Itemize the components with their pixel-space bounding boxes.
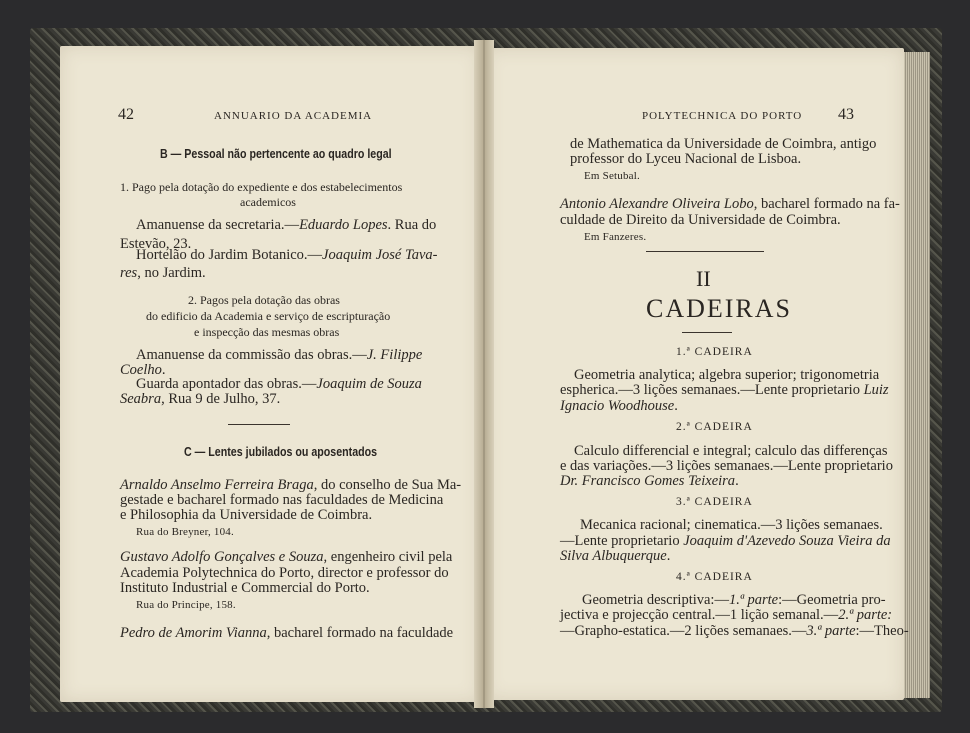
running-head-right: POLYTECHNICA DO PORTO <box>642 110 803 122</box>
p1-line3: e Philosophia da Universidade de Coimbra. <box>120 507 373 523</box>
page-edges <box>904 52 930 698</box>
p1-line2: gestade e bacharel formado nas faculdades de Medicina <box>120 492 444 508</box>
p2-line1: Gustavo Adolfo Gonçalves e Souza, engenheiro civil pela <box>120 549 453 565</box>
cadeira3-title: 3.ª CADEIRA <box>676 496 753 508</box>
section-c-heading: C — Lentes jubilados ou aposentados <box>184 444 378 459</box>
amanuense2-line2: Coelho. <box>120 362 166 378</box>
cadeira2-title: 2.ª CADEIRA <box>676 421 753 433</box>
guarda-line2: Seabra, Rua 9 de Julho, 37. <box>120 391 281 407</box>
cont-address: Em Setubal. <box>584 170 640 182</box>
book-gutter <box>474 40 494 708</box>
cadeira4-line1: Geometria descriptiva:—1.ª parte:—Geometria pro- <box>582 592 886 608</box>
cadeira1-line2: espherica.—3 lições semanaes.—Lente proprietario Luiz <box>560 382 889 398</box>
hortelao-line2: res, no Jardim. <box>120 265 206 281</box>
item1-line1: 1. Pago pela dotação do expediente e dos estabelecimentos <box>120 180 403 194</box>
chapter-numeral: II <box>696 266 711 291</box>
item2-line2: do edificio da Academia e serviço de escripturação <box>146 309 391 323</box>
p4-address: Em Fanzeres. <box>584 231 647 243</box>
cadeira3-line1: Mecanica racional; cinematica.—3 lições semanaes. <box>580 517 883 533</box>
cadeira2-line3: Dr. Francisco Gomes Teixeira. <box>560 473 739 489</box>
p2-line2: Academia Polytechnica do Porto, director e professor do <box>120 565 449 581</box>
cadeira1-title: 1.ª CADEIRA <box>676 346 753 358</box>
amanuense-line2: Estevão, 23. <box>120 236 192 252</box>
chapter-rule-top <box>646 251 764 252</box>
item1-line2: academicos <box>240 195 296 209</box>
cadeira4-line2: jectiva e projecção central.—1 lição semanal.—2.ª parte: <box>560 607 893 623</box>
running-head-left: ANNUARIO DA ACADEMIA <box>214 110 373 122</box>
cont-line2: professor do Lyceu Nacional de Lisboa. <box>570 151 802 167</box>
cont-line1: de Mathematica da Universidade de Coimbra, antigo <box>570 136 877 152</box>
item2-line1: 2. Pagos pela dotação das obras <box>188 293 340 307</box>
chapter-title: CADEIRAS <box>646 294 793 323</box>
cadeira4-line3: —Grapho-estatica.—2 lições semanaes.—3.ª parte:—Theo- <box>560 623 909 639</box>
cadeira1-line1: Geometria analytica; algebra superior; trigonometria <box>574 367 880 383</box>
amanuense-line1: Amanuense da secretaria.—Eduardo Lopes. Rua do <box>136 217 437 233</box>
p1-line1: Arnaldo Anselmo Ferreira Braga, do conselho de Sua Ma- <box>120 477 462 493</box>
page-number-left: 42 <box>118 106 134 123</box>
p2-line3: Instituto Industrial e Commercial do Porto. <box>120 580 370 596</box>
p3-line1: Pedro de Amorim Vianna, bacharel formado na faculdade <box>120 625 454 641</box>
cadeira1-line3: Ignacio Woodhouse. <box>560 398 678 414</box>
p4-line2: culdade de Direito da Universidade de Coimbra. <box>560 212 841 228</box>
p1-address: Rua do Breyner, 104. <box>136 526 234 538</box>
cadeira3-line3: Silva Albuquerque. <box>560 548 671 564</box>
chapter-rule-bottom <box>682 332 732 333</box>
hortelao-line1: Hortelão do Jardim Botanico.—Joaquim José Tava- <box>136 247 438 263</box>
p2-address: Rua do Principe, 158. <box>136 599 236 611</box>
section-divider-left <box>228 424 290 425</box>
item2-line3: e inspecção das mesmas obras <box>194 325 340 339</box>
cadeira3-line2: —Lente proprietario Joaquim d'Azevedo Souza Vieira da <box>560 533 891 549</box>
section-b-heading: B — Pessoal não pertencente ao quadro legal <box>160 146 392 161</box>
page-number-right: 43 <box>838 106 854 123</box>
cadeira4-title: 4.ª CADEIRA <box>676 571 753 583</box>
amanuense2-line1: Amanuense da commissão das obras.—J. Filippe <box>136 347 423 363</box>
cadeira2-line2: e das variações.—3 lições semanaes.—Lente proprietario <box>560 458 893 474</box>
cadeira2-line1: Calculo differencial e integral; calculo das differenças <box>574 443 888 459</box>
p4-line1: Antonio Alexandre Oliveira Lobo, bacharel formado na fa- <box>560 196 900 212</box>
guarda-line1: Guarda apontador das obras.—Joaquim de Souza <box>136 376 422 392</box>
